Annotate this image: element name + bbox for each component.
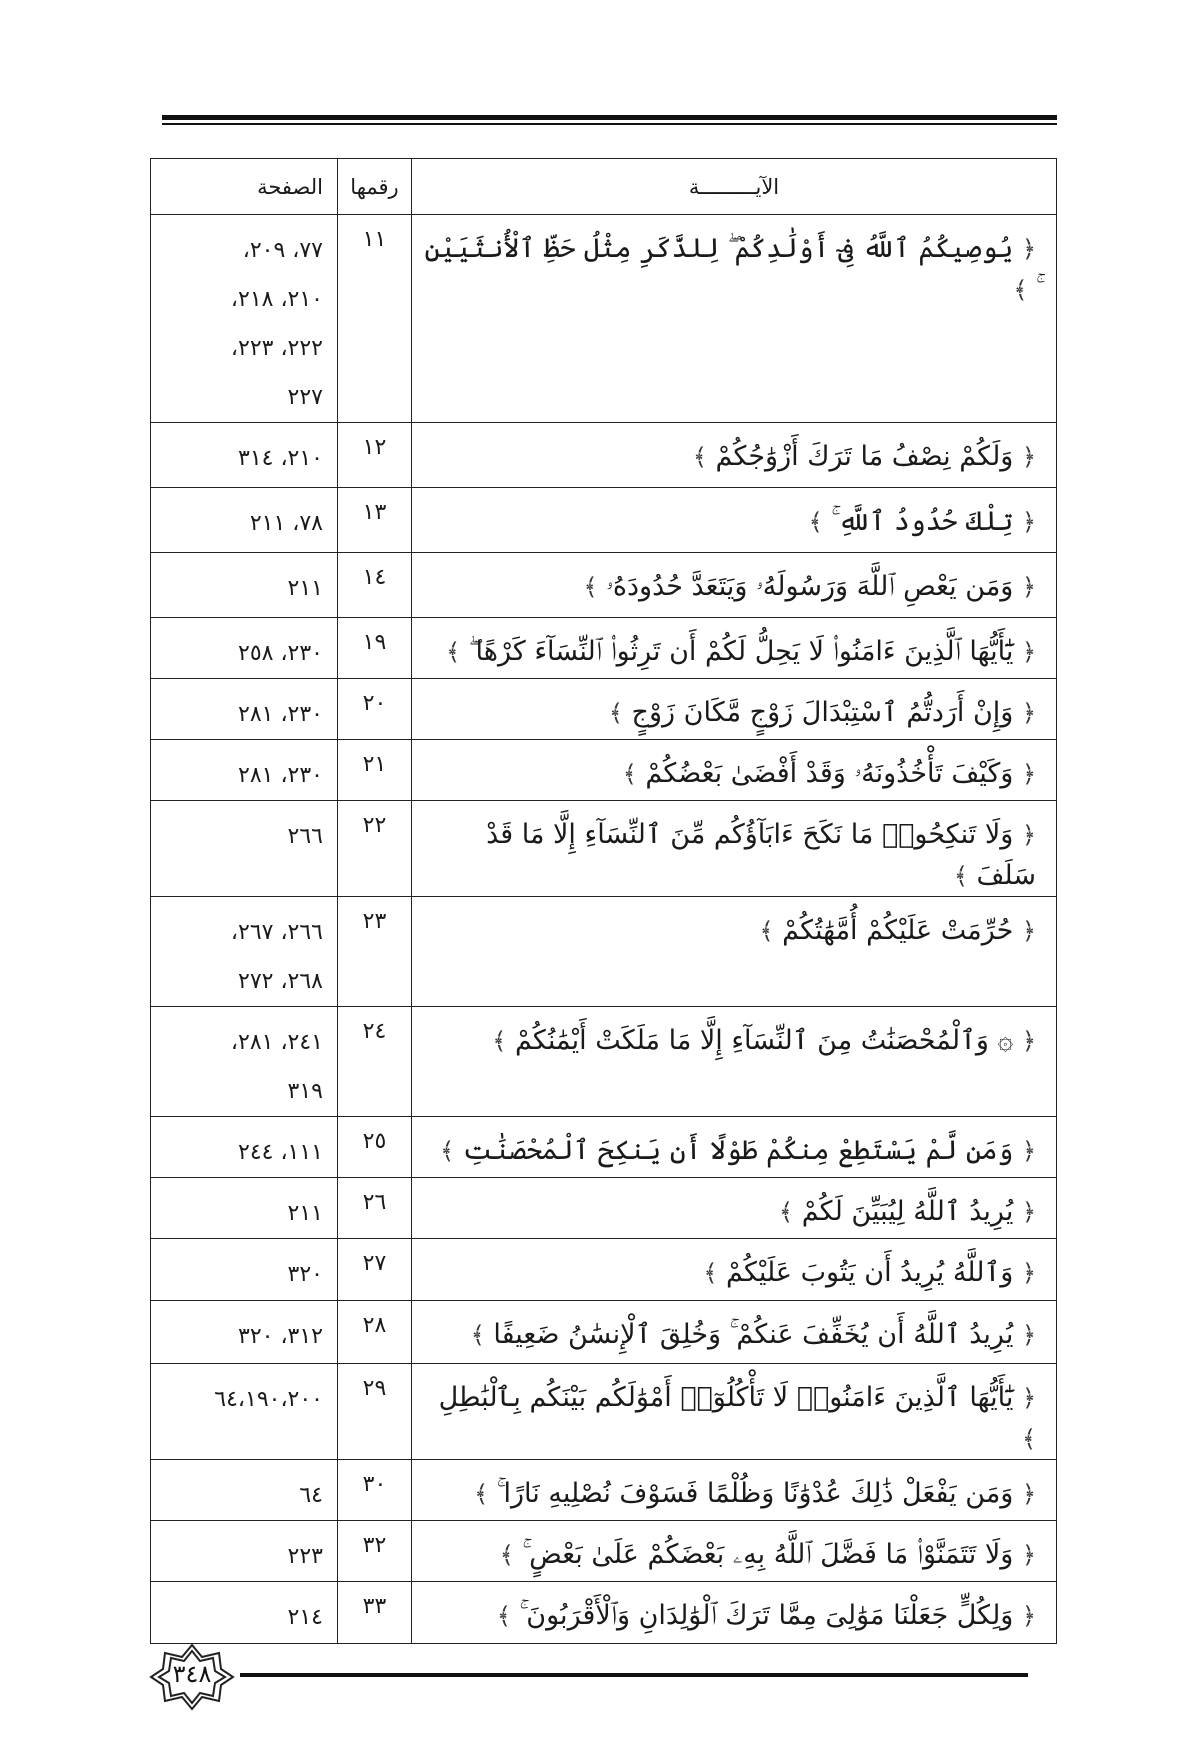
verse-cell <box>412 1239 1057 1301</box>
verse-cell <box>412 215 1057 423</box>
page-ref-line: ٢١١ <box>287 1201 323 1226</box>
verse-text: وَٱللَّهُ يُرِيدُ أَن يَتُوبَ عَلَيْكُمْ <box>725 1257 1014 1288</box>
verse-number: ١٩ <box>338 618 412 679</box>
verse-cell <box>412 1460 1057 1521</box>
page-ref-line: ٣٢٠ <box>287 1262 323 1287</box>
page-ref-line: ٢٦٦، ٢٦٧، <box>230 920 323 945</box>
table-row <box>151 740 1057 801</box>
page-ref-line: ٧٧، ٢٠٩، <box>242 238 323 263</box>
ornate-bracket-open-icon: ﴿ <box>1021 235 1036 263</box>
verse-cell <box>412 679 1057 740</box>
ornate-bracket-open-icon: ﴿ <box>1021 1198 1036 1226</box>
page-ref-line: ٣١٢، ٣٢٠ <box>238 1324 323 1349</box>
page-ref-line: ٢١١ <box>287 576 323 601</box>
table-row <box>151 679 1057 740</box>
ornate-bracket-open-icon: ﴿ <box>1021 917 1036 945</box>
table-row <box>151 553 1057 618</box>
ornate-bracket-close-icon: ﴾ <box>779 1198 794 1226</box>
verse-number: ٢٤ <box>338 1007 412 1117</box>
verse-cell <box>412 1364 1057 1460</box>
ornate-bracket-close-icon: ﴾ <box>703 1259 718 1287</box>
verse-number: ٣٠ <box>338 1460 412 1521</box>
table-row <box>151 618 1057 679</box>
page-references <box>151 1364 338 1460</box>
page-references <box>151 897 338 1007</box>
ornate-bracket-close-icon: ﴾ <box>692 443 707 471</box>
table-row <box>151 1178 1057 1239</box>
ornate-bracket-open-icon: ﴿ <box>1021 508 1036 536</box>
verse-cell <box>412 553 1057 618</box>
page-references <box>151 423 338 488</box>
table-row <box>151 1007 1057 1117</box>
verse-cell <box>412 1178 1057 1239</box>
table-row <box>151 215 1057 423</box>
verse-number: ٢٨ <box>338 1301 412 1364</box>
ornate-bracket-close-icon: ﴾ <box>583 573 598 601</box>
table-row <box>151 801 1057 897</box>
ornate-bracket-close-icon: ﴾ <box>608 699 623 727</box>
ornate-bracket-open-icon: ﴿ <box>1021 443 1036 471</box>
table-row <box>151 1301 1057 1364</box>
verse-number: ٢٣ <box>338 897 412 1007</box>
ornate-bracket-close-icon: ﴾ <box>622 760 637 788</box>
verse-text: تِلْكَ حُدُودُ ٱللَّهِ ۚ <box>831 506 1014 537</box>
ornate-bracket-close-icon: ﴾ <box>470 1321 485 1349</box>
verse-number: ٢٧ <box>338 1239 412 1301</box>
verse-index-table <box>150 158 1057 1644</box>
verse-text: وَلَكُمْ نِصْفُ مَا تَرَكَ أَزْوَٰجُكُمْ <box>715 441 1014 472</box>
page-references <box>151 1117 338 1178</box>
table-row <box>151 488 1057 553</box>
verse-text: يُرِيدُ ٱللَّهُ أَن يُخَفِّفَ عَنكُمْ ۚ وَخُلِقَ ٱلْإِنسَٰنُ ضَعِيفًا <box>493 1319 1014 1350</box>
ornate-bracket-open-icon: ﴿ <box>1021 699 1036 727</box>
page-number: ٣٤٨ <box>172 1660 212 1688</box>
page-ref-line: ٢٢٢، ٢٢٣، <box>230 336 323 361</box>
verse-number: ١٢ <box>338 423 412 488</box>
page-references <box>151 801 338 897</box>
page-ref-line: ٢١٠، ٣١٤ <box>238 446 323 471</box>
verse-number: ٢١ <box>338 740 412 801</box>
verse-number: ٢٦ <box>338 1178 412 1239</box>
ornate-bracket-open-icon: ﴿ <box>1021 1480 1036 1508</box>
header-rule-thin <box>162 123 1057 125</box>
verse-text: وَكَيْفَ تَأْخُذُونَهُۥ وَقَدْ أَفْضَىٰ بَعْضُكُمْ <box>645 758 1014 789</box>
page-ref-line: ٣١٩ <box>287 1079 323 1104</box>
ornate-bracket-close-icon: ﴾ <box>440 1137 455 1165</box>
ornate-bracket-close-icon: ﴾ <box>446 638 461 666</box>
verse-text: وَمَن لَّمْ يَسْتَطِعْ مِنكُمْ طَوْلًا أَن يَنكِحَ ٱلْمُحْصَنَٰتِ <box>462 1135 1014 1166</box>
ornate-bracket-open-icon: ﴿ <box>1021 1259 1036 1287</box>
ornate-bracket-open-icon: ﴿ <box>1021 573 1036 601</box>
ornate-bracket-close-icon: ﴾ <box>499 1541 514 1569</box>
table-row <box>151 1460 1057 1521</box>
verse-cell <box>412 897 1057 1007</box>
verse-number: ٢٠ <box>338 679 412 740</box>
page-ref-line: ١١١، ٢٤٤ <box>238 1140 323 1165</box>
verse-text: يَٰٓأَيُّهَا ٱلَّذِينَ ءَامَنُوا۟ لَا يَحِلُّ لَكُمْ أَن تَرِثُوا۟ ٱلنِّسَآءَ كَرْهًا ۖ <box>468 636 1014 667</box>
ornate-bracket-close-icon: ﴾ <box>808 508 823 536</box>
verse-number: ٢٩ <box>338 1364 412 1460</box>
verse-cell <box>412 1521 1057 1582</box>
verse-text: وَلَا تَتَمَنَّوْا۟ مَا فَضَّلَ ٱللَّهُ بِهِۦ بَعْضَكُمْ عَلَىٰ بَعْضٍ ۚ <box>522 1539 1014 1570</box>
page-references <box>151 1239 338 1301</box>
verse-cell <box>412 618 1057 679</box>
header-page: الصفحة <box>151 159 338 215</box>
verse-number: ١٤ <box>338 553 412 618</box>
page-references <box>151 1460 338 1521</box>
ornate-bracket-close-icon: ﴾ <box>474 1480 489 1508</box>
page-ref-line: ٢٤١، ٢٨١، <box>230 1030 323 1055</box>
ornate-bracket-open-icon: ﴿ <box>1021 1321 1036 1349</box>
table-row <box>151 1521 1057 1582</box>
table-row <box>151 423 1057 488</box>
verse-number: ١١ <box>338 215 412 423</box>
ornate-bracket-close-icon: ﴾ <box>1013 275 1028 304</box>
page-ref-line: ٢٣٠، ٢٨١ <box>238 702 323 727</box>
ornate-bracket-close-icon: ﴾ <box>953 861 968 890</box>
verse-cell <box>412 740 1057 801</box>
page-references <box>151 740 338 801</box>
ornate-bracket-open-icon: ﴿ <box>1021 821 1036 849</box>
verse-number: ٣٣ <box>338 1582 412 1644</box>
ornate-bracket-open-icon: ﴿ <box>1021 1137 1036 1165</box>
page-references <box>151 553 338 618</box>
page-ref-line: ٧٨، ٢١١ <box>249 511 323 536</box>
table-row <box>151 1582 1057 1644</box>
page-references <box>151 679 338 740</box>
ornate-bracket-close-icon: ﴾ <box>496 1602 511 1630</box>
verse-cell <box>412 1301 1057 1364</box>
verse-cell <box>412 1007 1057 1117</box>
verse-text: يُوصِيكُمُ ٱللَّهُ فِىٓ أَوْلَٰدِكُمْ ۖ لِلذَّكَرِ مِثْلُ حَظِّ ٱلْأُنثَيَيْنِ <box>424 233 1014 264</box>
verse-number: ٢٥ <box>338 1117 412 1178</box>
table-header-row <box>151 159 1057 215</box>
header-number: رقمها <box>338 159 412 215</box>
page-references <box>151 1007 338 1117</box>
page-ref-line: ٦٤،١٩٠،٢٠٠ <box>214 1387 323 1412</box>
page-ref-line: ٢٣٠، ٢٥٨ <box>238 641 323 666</box>
verse-cell <box>412 1117 1057 1178</box>
page-ref-line: ٢٦٨، ٢٧٢ <box>238 969 323 994</box>
verse-text: وَلَا تَنكِحُوا۟ مَا نَكَحَ ءَابَآؤُكُم مِّنَ ٱلنِّسَآءِ إِلَّا مَا قَدْ سَلَفَ <box>486 819 1036 891</box>
header-verse: الآيـــــــــة <box>412 159 1057 215</box>
table-row <box>151 1239 1057 1301</box>
ornate-bracket-open-icon: ﴿ <box>1021 638 1036 666</box>
page-ref-line: ٦٤ <box>299 1483 323 1508</box>
verse-number: ١٣ <box>338 488 412 553</box>
verse-cell <box>412 801 1057 897</box>
table-row <box>151 897 1057 1007</box>
verse-text: يَٰٓأَيُّهَا ٱلَّذِينَ ءَامَنُوا۟ لَا تَأْكُلُوٓا۟ أَمْوَٰلَكُم بَيْنَكُم بِٱلْبَٰطِلِ <box>438 1382 1014 1413</box>
page-references <box>151 488 338 553</box>
page-ref-line: ٢٢٣ <box>287 1544 323 1569</box>
page-ref-line: ٢٦٦ <box>287 824 323 849</box>
ornate-bracket-open-icon: ﴿ <box>1021 1602 1036 1630</box>
verse-cell <box>412 423 1057 488</box>
page-ref-line: ٢١٠، ٢١٨، <box>230 287 323 312</box>
verse-cell <box>412 488 1057 553</box>
ornate-bracket-open-icon: ﴿ <box>1021 1384 1036 1412</box>
header-rule-thick <box>162 115 1057 120</box>
verse-number: ٣٢ <box>338 1521 412 1582</box>
ornate-bracket-close-icon: ﴾ <box>759 917 774 945</box>
verse-text: وَمَن يَعْصِ ٱللَّهَ وَرَسُولَهُۥ وَيَتَعَدَّ حُدُودَهُۥ <box>606 571 1014 602</box>
page-ref-line: ٢٢٧ <box>287 385 323 410</box>
verse-text: حُرِّمَتْ عَلَيْكُمْ أُمَّهَٰتُكُمْ <box>782 915 1014 946</box>
page-references <box>151 1521 338 1582</box>
page-references <box>151 215 338 423</box>
ornate-bracket-close-icon: ﴾ <box>1021 1424 1036 1453</box>
page-ref-line: ٢٣٠، ٢٨١ <box>238 763 323 788</box>
ornate-bracket-close-icon: ﴾ <box>492 1027 507 1055</box>
page-references <box>151 618 338 679</box>
verse-text: وَإِنْ أَرَدتُّمُ ٱسْتِبْدَالَ زَوْجٍ مَّكَانَ زَوْجٍ <box>631 697 1014 728</box>
ornate-bracket-open-icon: ﴿ <box>1021 1541 1036 1569</box>
ornate-bracket-open-icon: ﴿ <box>1021 760 1036 788</box>
footer-rule <box>240 1673 1028 1677</box>
verse-text: وَلِكُلٍّ جَعَلْنَا مَوَٰلِىَ مِمَّا تَرَكَ ٱلْوَٰلِدَانِ وَٱلْأَقْرَبُونَ ۚ <box>519 1600 1014 1631</box>
page-references <box>151 1582 338 1644</box>
page-references <box>151 1178 338 1239</box>
page-ref-line: ٢١٤ <box>287 1605 323 1630</box>
table-row <box>151 1117 1057 1178</box>
verse-text: وَمَن يَفْعَلْ ذَٰلِكَ عُدْوَٰنًا وَظُلْمًا فَسَوْفَ نُصْلِيهِ نَارًا ۚ <box>496 1478 1014 1509</box>
verse-text: يُرِيدُ ٱللَّهُ لِيُبَيِّنَ لَكُمْ <box>801 1196 1014 1227</box>
verse-text: ۞ وَٱلْمُحْصَنَٰتُ مِنَ ٱلنِّسَآءِ إِلَّا مَا مَلَكَتْ أَيْمَٰنُكُمْ <box>514 1025 1014 1056</box>
page-references <box>151 1301 338 1364</box>
verse-cell <box>412 1582 1057 1644</box>
table-row <box>151 1364 1057 1460</box>
ornate-bracket-open-icon: ﴿ <box>1021 1027 1036 1055</box>
verse-number: ٢٢ <box>338 801 412 897</box>
